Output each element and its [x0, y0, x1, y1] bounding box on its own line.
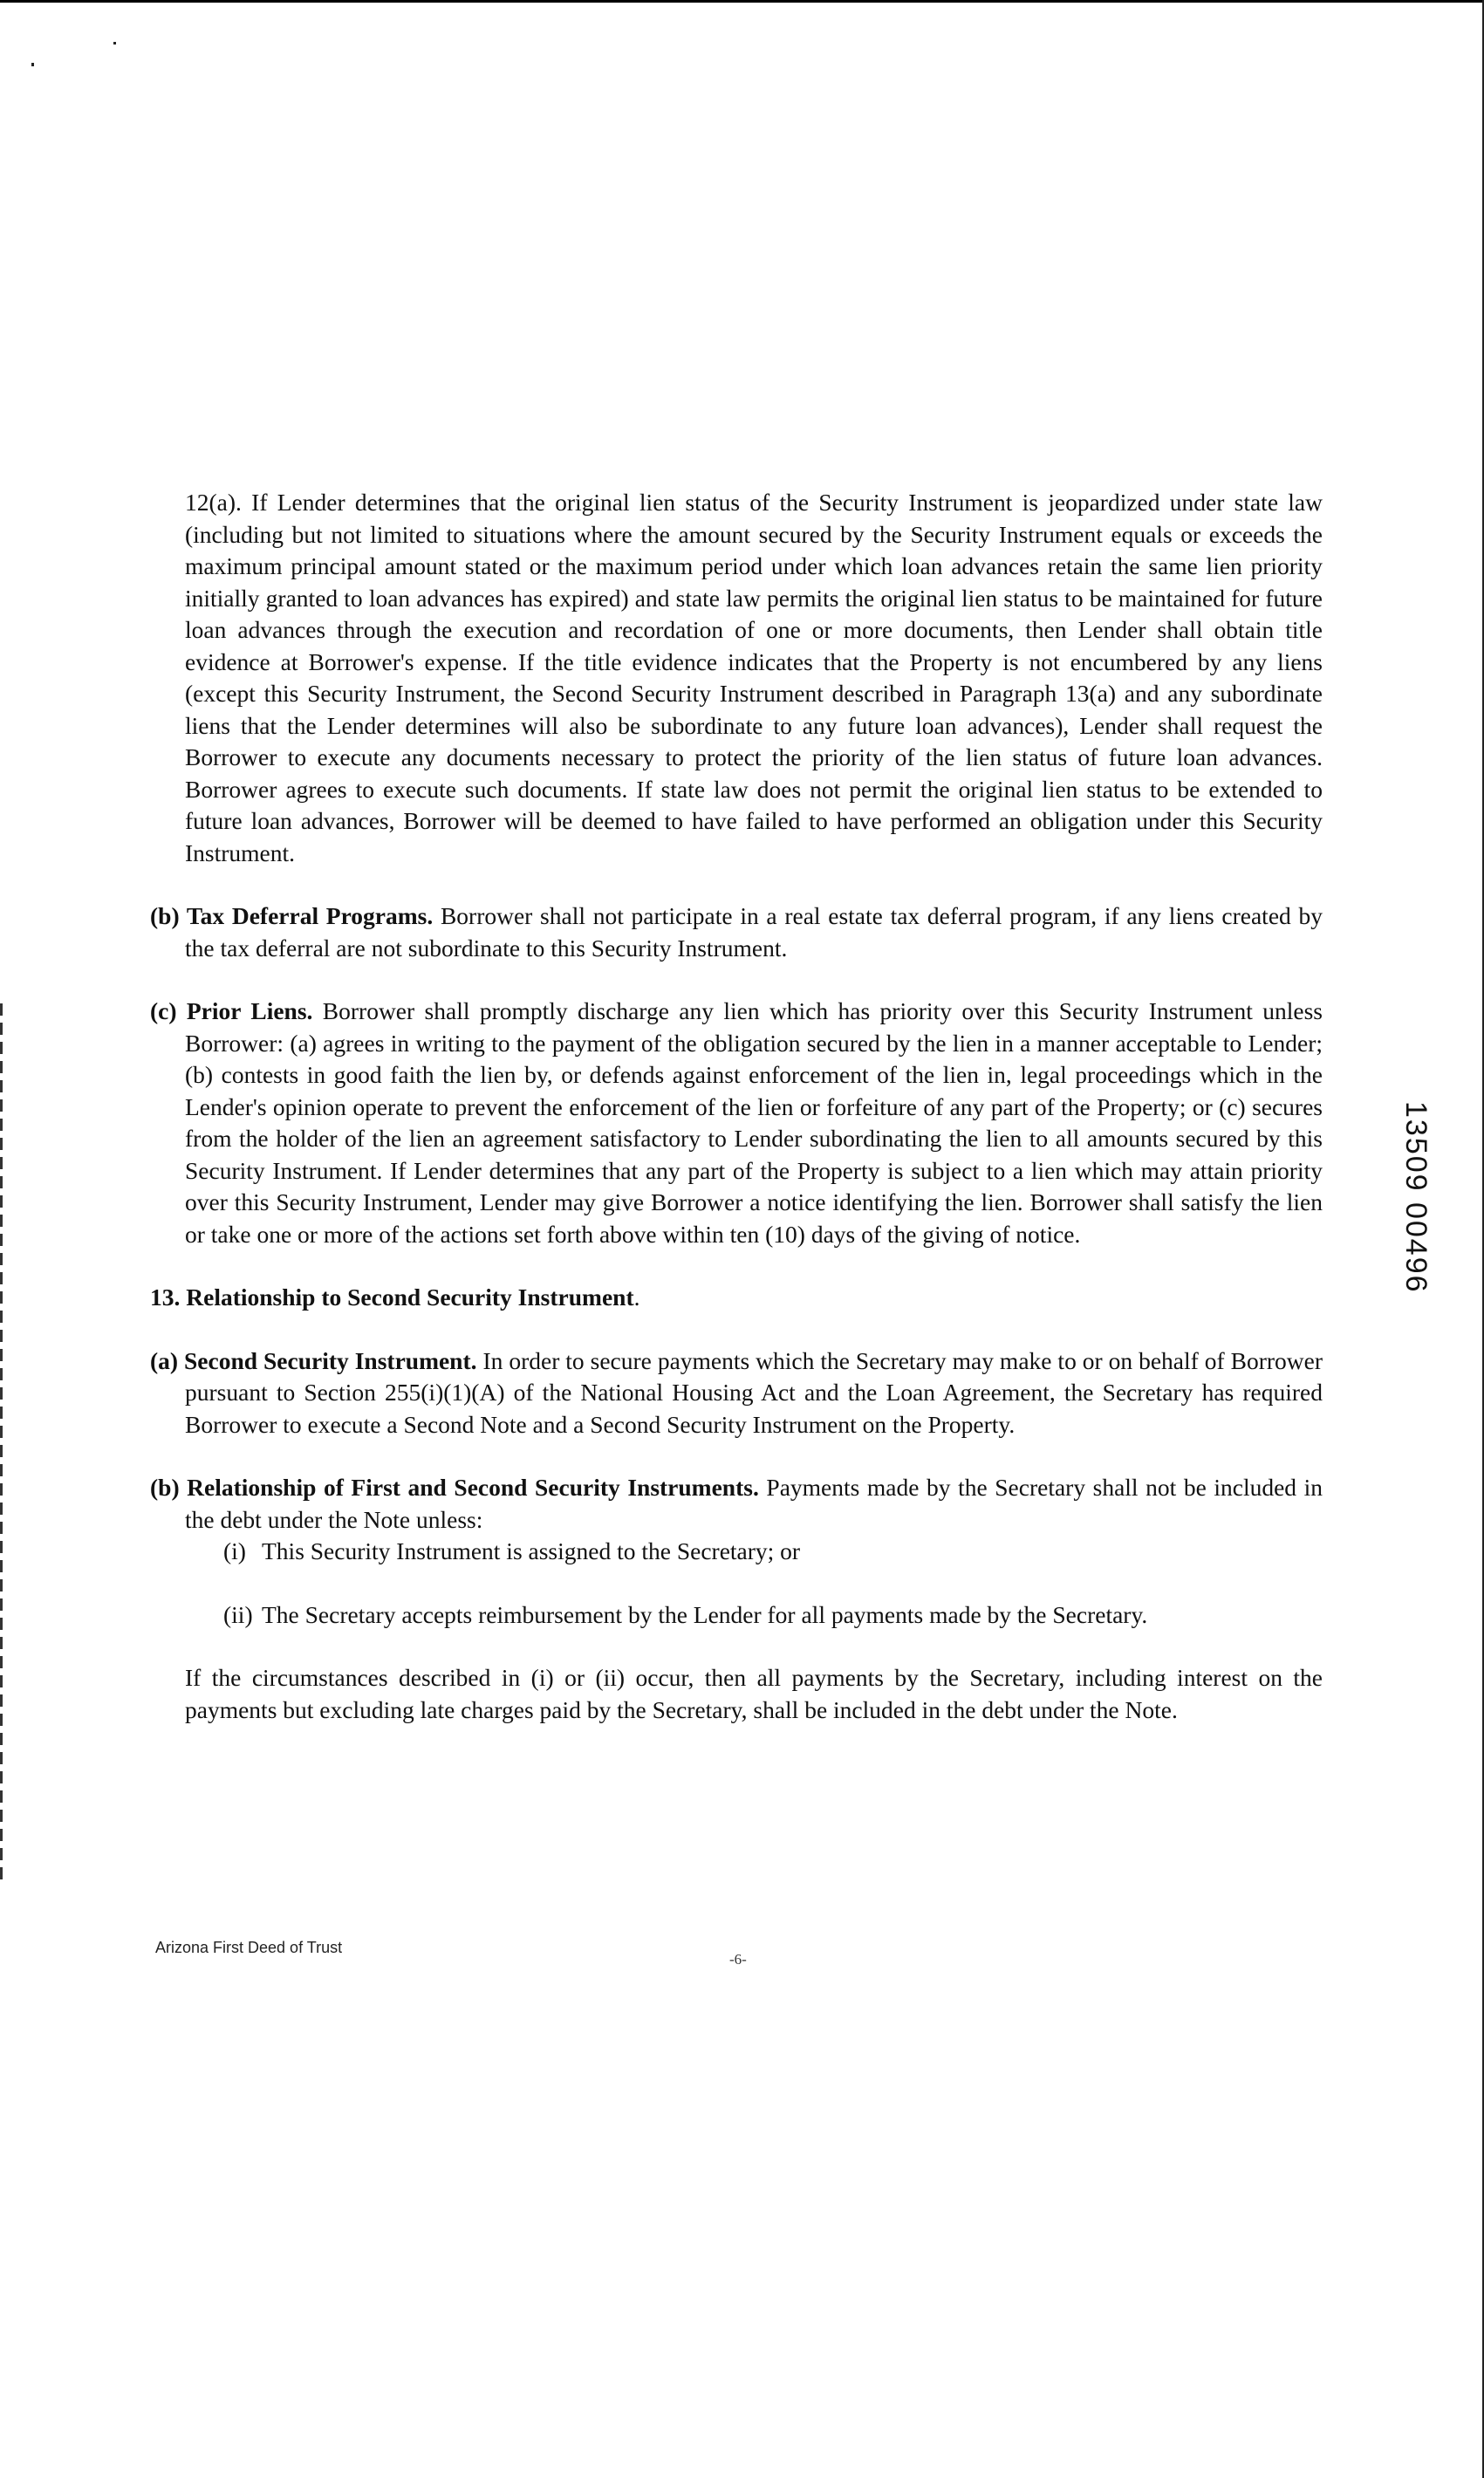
scan-left-edge — [0, 1003, 3, 1885]
section-12b-tax-deferral — [150, 900, 1323, 964]
section-12b-text: Borrower shall not participate in a real estate tax deferral program, if any liens created by the tax deferral are not subordinate to this Security Instrument. — [185, 902, 1323, 962]
document-body — [150, 487, 1323, 1726]
section-13a-heading: (a) Second Security Instrument. — [150, 1346, 477, 1374]
section-13a-text: In order to secure payments which the Secretary may make to or on behalf of Borrower pursuant to Section 255(i)(1)(A) of the National Housing Act and the Loan Agreement, the Secretary has required Borrower to execute a Second Note and a Second Security Instrument on the Property. — [185, 1346, 1323, 1438]
section-13b-relationship — [150, 1472, 1323, 1536]
list-item — [150, 1599, 1323, 1632]
list-item-text: The Secretary accepts reimbursement by the Lender for all payments made by the Secretary. — [262, 1600, 1148, 1628]
section-13b-text: Payments made by the Secretary shall not be included in the debt under the Note unless: — [185, 1474, 1323, 1533]
section-13b-closing: If the circumstances described in (i) or (ii) occur, then all payments by the Secretary, including interest on the payments but excluding late charges paid by the Secretary, shall be included in the debt under the Note. — [185, 1664, 1323, 1723]
footer-form-name: Arizona First Deed of Trust — [155, 1939, 343, 1956]
section-12c-prior-liens — [150, 996, 1323, 1250]
list-item-text: This Security Instrument is assigned to the Secretary; or — [262, 1537, 801, 1564]
scan-speck — [31, 63, 34, 66]
section-12c-heading: (c) Prior Liens. — [150, 997, 313, 1024]
list-item-marker: (i) — [223, 1537, 246, 1564]
continuation-paragraph: 12(a). If Lender determines that the original lien status of the Security Instrument is jeopardized under state law (including but not limited to situations where the amount secured by the Security Instrument equals or exceeds the maximum principal amount stated or the maximum period under which loan advances retain the same lien priority initially granted to loan advances has expired) and state law permits the original lien status to be maintained for future loan advances through the execution and recordation of one or more documents, then Lender shall obtain title evidence at Borrower's expense. If the title evidence indicates that the Property is not encumbered by any liens (except this Security Instrument, the Second Security Instrument described in Paragraph 13(a) and any subordinate liens that the Lender determines will also be subordinate to any future loan advances), Lender shall request the Borrower to execute any documents necessary to protect the priority of the lien status of future loan advances. Borrower agrees to execute such documents. If state law does not permit the original lien status to be extended to future loan advances, Borrower will be deemed to have failed to have performed an obligation under this Security Instrument. — [185, 489, 1323, 866]
section-13-heading-suffix: . — [633, 1283, 640, 1311]
section-13a-second-security-instrument — [150, 1345, 1323, 1441]
section-12b-heading: (b) Tax Deferral Programs. — [150, 902, 434, 929]
list-item-marker: (ii) — [223, 1600, 253, 1628]
section-13-heading: 13. Relationship to Second Security Instrument — [150, 1283, 634, 1311]
scan-speck — [113, 42, 116, 44]
section-13b-heading: (b) Relationship of First and Second Security Instruments. — [150, 1474, 759, 1501]
scan-top-border — [0, 0, 1484, 3]
list-item — [150, 1536, 1323, 1568]
section-13-title — [150, 1282, 1323, 1314]
footer-page-number: -6- — [729, 1951, 747, 1968]
section-12c-text: Borrower shall promptly discharge any lien which has priority over this Security Instrument unless Borrower: (a) agrees in writing to the payment of the obligation secured by the lien in a manner acceptable to Lender; (b) contests in good faith the lien by, or defends against enforcement of the lien in, legal proceedings which in the Lender's opinion operate to prevent the enforcement of the lien or forfeiture of any part of the Property; or (c) secures from the holder of the lien an agreement satisfactory to Lender subordinating the lien to all amounts secured by this Security Instrument. If Lender determines that any part of the Property is subject to a lien which may attain priority over this Security Instrument, Lender may give Borrower a notice identifying the lien. Borrower shall satisfy the lien or take one or more of the actions set forth above within ten (10) days of the giving of notice. — [185, 997, 1323, 1248]
recording-number-stamp: 13509 00496 — [1399, 1101, 1433, 1294]
